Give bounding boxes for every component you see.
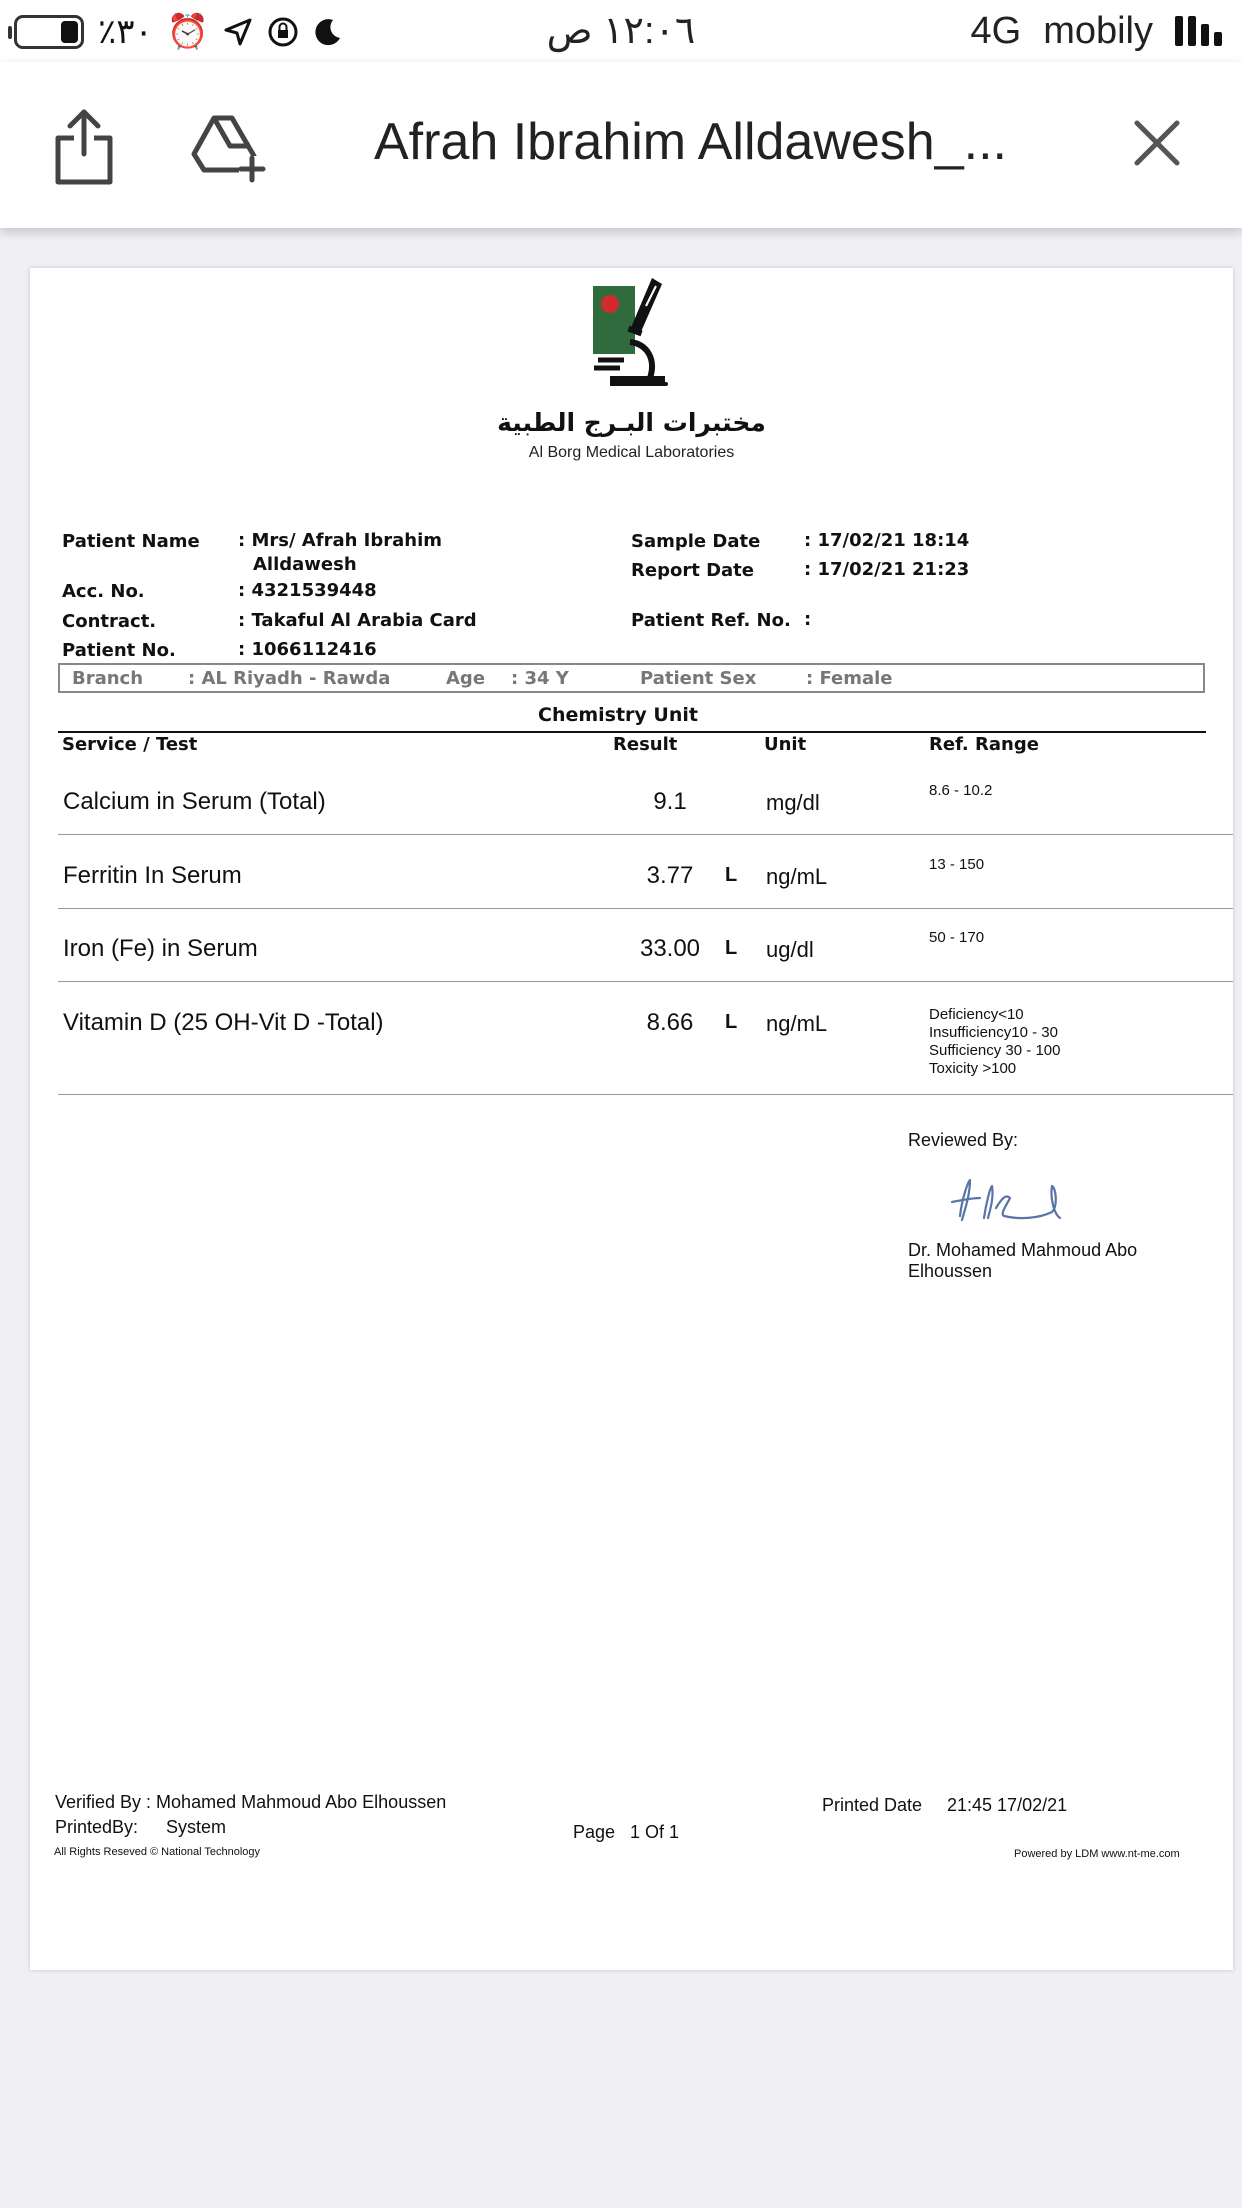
test-unit: ng/mL (766, 1011, 828, 1036)
result-flag: L (725, 937, 738, 959)
report-page (30, 268, 1233, 1970)
report-date-label: Report Date (631, 560, 754, 581)
reviewer-name (908, 1240, 1188, 1282)
sample-date-value: : 17/02/21 18:14 (804, 530, 970, 551)
column-header-test: Service / Test (62, 734, 198, 755)
column-header-ref-range: Ref. Range (929, 734, 1039, 755)
branch-box (58, 663, 1205, 693)
document-title: Afrah Ibrahim Alldawesh_... (374, 113, 1007, 171)
test-result: 33.00 (639, 935, 701, 962)
row-divider (58, 981, 1233, 982)
sex-value: : Female (806, 668, 893, 689)
test-unit: mg/dl (766, 790, 820, 815)
column-header-unit: Unit (764, 734, 807, 755)
patient-ref-label: Patient Ref. No. (631, 610, 791, 631)
branch-label: Branch (72, 668, 144, 689)
close-icon[interactable] (1132, 118, 1182, 168)
contract-label: Contract. (62, 611, 157, 632)
test-result: 3.77 (646, 862, 694, 889)
page-label: Page (573, 1822, 616, 1842)
test-unit: ng/mL (766, 864, 828, 889)
carrier-name: mobily (1043, 9, 1153, 52)
patient-name-label: Patient Name (62, 531, 200, 552)
page-number: 1 Of 1 (630, 1822, 680, 1842)
unit-title: Chemistry Unit (538, 704, 698, 726)
report-date-value: : 17/02/21 21:23 (804, 559, 970, 580)
patient-no-value: : 1066112416 (238, 639, 377, 660)
printed-by-value: System (166, 1817, 227, 1837)
powered-by: Powered by LDM www.nt-me.com (1014, 1848, 1180, 1860)
ref-range-line: Deficiency<10 (929, 1006, 1024, 1023)
age-label: Age (446, 668, 486, 689)
signature-image (940, 1168, 1090, 1232)
test-result: 8.66 (646, 1009, 694, 1036)
navigation-bar (0, 62, 1242, 228)
rights-notice: All Rights Reseved © National Technology (54, 1846, 261, 1858)
result-flag: L (725, 864, 738, 886)
contract-value: : Takaful Al Arabia Card (238, 610, 477, 631)
status-time: ١٢:٠٦ ص (546, 10, 696, 52)
ref-range (929, 856, 984, 874)
verified-by: Verified By : Mohamed Mahmoud Abo Elhoussen (55, 1792, 447, 1812)
test-name: Ferritin In Serum (63, 862, 242, 889)
ref-range (929, 929, 984, 947)
network-type: 4G (970, 9, 1022, 52)
ref-range-line: Insufficiency10 - 30 (929, 1024, 1058, 1041)
row-divider (58, 908, 1233, 909)
add-to-drive-icon[interactable] (190, 112, 268, 184)
printed-by-label: PrintedBy: (55, 1817, 139, 1837)
ref-range-line: Toxicity >100 (929, 1060, 1017, 1077)
column-header-result: Result (613, 734, 678, 755)
acc-no-label: Acc. No. (62, 581, 145, 602)
battery-percent: ٪٣٠ (98, 13, 153, 51)
ref-range-line: 50 - 170 (929, 929, 985, 946)
test-name: Calcium in Serum (Total) (63, 788, 326, 815)
ref-range (929, 782, 992, 800)
patient-name-value-line2: Alldawesh (253, 554, 357, 575)
status-bar (0, 0, 1242, 62)
test-name: Vitamin D (25 OH-Vit D -Total) (63, 1009, 384, 1036)
printed-date-value: 21:45 17/02/21 (947, 1795, 1068, 1815)
ref-range-line: 13 - 150 (929, 856, 985, 873)
ref-range (929, 1006, 1060, 1078)
lab-name-arabic: مختبرات البـرج الطبية (497, 408, 766, 437)
sex-label: Patient Sex (640, 668, 757, 689)
header-divider (58, 731, 1206, 733)
signal-icon (1175, 16, 1222, 46)
lab-logo-microscope-icon (590, 276, 670, 394)
test-name: Iron (Fe) in Serum (63, 935, 258, 962)
patient-ref-value: : (804, 609, 812, 630)
reviewer-name-line2: Elhoussen (908, 1261, 993, 1281)
test-result: 9.1 (653, 788, 687, 815)
row-divider (58, 834, 1233, 835)
result-flag: L (725, 1011, 738, 1033)
patient-no-label: Patient No. (62, 640, 176, 661)
ref-range-line: Sufficiency 30 - 100 (929, 1042, 1061, 1059)
acc-no-value: : 4321539448 (238, 580, 377, 601)
printed-date-label: Printed Date (822, 1795, 923, 1815)
row-divider (58, 1094, 1233, 1095)
test-unit: ug/dl (766, 937, 814, 962)
alarm-icon: ⏰ (166, 13, 210, 51)
lab-name-english: Al Borg Medical Laboratories (528, 444, 735, 461)
reviewer-name-line1: Dr. Mohamed Mahmoud Abo (908, 1240, 1138, 1260)
share-icon[interactable] (52, 106, 116, 186)
patient-name-value: : Mrs/ Afrah Ibrahim (238, 530, 443, 551)
status-right (970, 8, 1222, 54)
branch-value: : AL Riyadh - Rawda (188, 668, 391, 689)
age-value: : 34 Y (511, 668, 569, 689)
ref-range-line: 8.6 - 10.2 (929, 782, 993, 799)
reviewed-by-label: Reviewed By: (908, 1130, 1019, 1150)
sample-date-label: Sample Date (631, 531, 761, 552)
